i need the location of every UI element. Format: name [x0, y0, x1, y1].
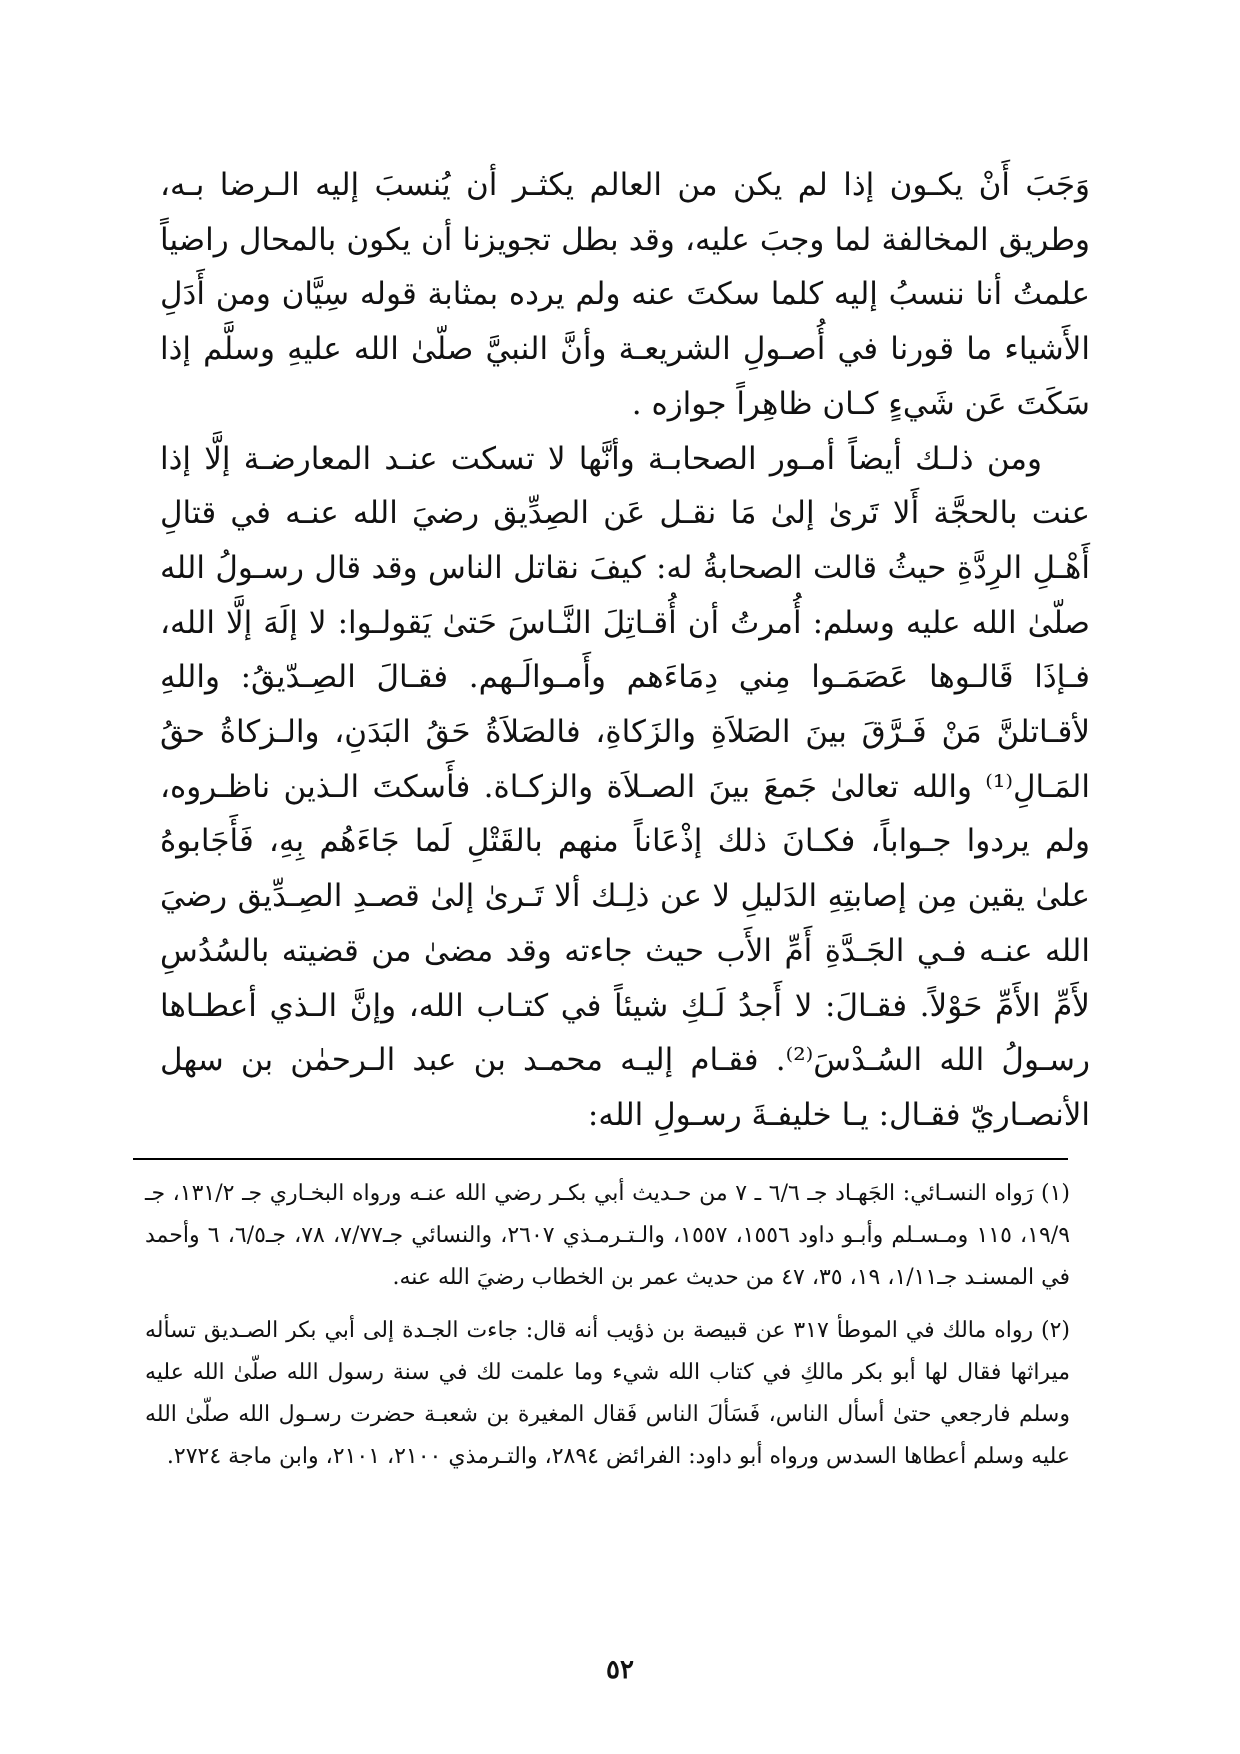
body-text — [160, 158, 1090, 1143]
footnotes — [145, 1173, 1070, 1489]
footnote-divider — [133, 1158, 1068, 1160]
footnote: (١) رَواه النسـائي: الجَهـاد جـ ٦/٦ ـ ٧ من حـديث أبي بكـر رضي الله عنـه ورواه البخـاري جـ ١٣١/٢، جـ ١٩/٩، ١١٥ ومـسـلم وأبـو داود ١٥٥٦، ١٥٥٧، والـتـرمـذي ٢٦٠٧، والنسائي جـ٧/٧٧، ٧٨، جـ٦/٥، ٦ وأحمد في المسنـد جـ١/١١، ١٩، ٣٥، ٤٧ من حديث عمر بن الخطاب رضيَ الله عنه. — [145, 1181, 1071, 1290]
page-number: ٥٢ — [606, 1655, 634, 1685]
body-paragraph: ومن ذلـك أيضاً أمـور الصحابـة وأنَّها لا تسكت عنـد المعارضـة إلَّا إذا عنت بالحجَّة أَلا تَرىٰ إلىٰ مَا نقـل عَن الصِدِّيق رضيَ الله عنـه في قتالِ أَهْـلِ الرِدَّةِ حيثُ قالت الصحابةُ له: كيفَ نقاتل الناس وقد قال رسـولُ الله صلّىٰ الله عليه وسلم: أُمرتُ أن أُقـاتِلَ النَّـاسَ حَتىٰ يَقولـوا: لا إلَهَ إلَّا الله، فـإذَا قَالـوها عَصَمَـوا مِني دِمَاءَهم وأَمـوالَـهم. فقـالَ الصِـدّيقُ: واللهِ لأقـاتلنَّ مَنْ فَـرَّقَ بينَ الصَلاَةِ والزَكاةِ، فالصَلاَةُ حَقُ البَدَنِ، والـزكاةُ حقُ المَـالِ⁽¹⁾ والله تعالىٰ جَمعَ بينَ الصـلاَة والزكـاة. فأَسكتَ الـذين ناظـروه، ولم يردوا جـواباً، فكـانَ ذلك إذْعَاناً منهم بالقَتْلِ لَما جَاءَهُم بِهِ، فَأَجَابوهُ علىٰ يقين مِن إصابتِهِ الدَليلِ لا عن ذلِـك ألا تَـرىٰ إلىٰ قصـدِ الصِـدِّيق رضيَ الله عنـه فـي الجَـدَّةِ أَمِّ الأَب حيث جاءته وقد مضىٰ من قضيته بالسُدُسِ لأَمِّ الأَمِّ حَوْلاً. فقـالَ: لا أَجدُ لَـكِ شيئاً في كتـاب الله، وإنَّ الـذي أعطـاها رسـولُ الله السُـدْسَ⁽²⁾. فقـام إليـه محمـد بن عبد الـرحمٰن بن سهل الأنصـاريّ فقـال: يـا خليفـةَ رسـولِ الله: — [160, 440, 1090, 1133]
footnote: (٢) رواه مالك في الموطأ ٣١٧ عن قبيصة بن ذؤيب أنه قال: جاءت الجـدة إلى أبي بكر الصـديق تسأله ميراثها فقال لها أبو بكر مالكِ في كتاب الله شيء وما علمت لك في سنة رسول الله صلّىٰ الله عليه وسلم فارجعي حتىٰ أسأل الناس، فَسَألَ الناس فَقال المغيرة بن شعبـة حضرت رسـول الله صلّىٰ الله عليه وسلم أعطاها السدس ورواه أبو داود: الفرائض ٢٨٩٤، والتـرمذي ٢١٠٠، ٢١٠١، وابن ماجة ٢٧٢٤. — [145, 1318, 1071, 1469]
body-paragraph: وَجَبَ أَنْ يكـون إذا لم يكن من العالم يكثـر أن يُنسبَ إليه الـرضا بـه، وطريق المخالفة لما وجبَ عليه، وقد بطل تجويزنا أن يكون بالمحال راضياً علمتُ أنا ننسبُ إليه كلما سكتَ عنه ولم يرده بمثابة قوله سِيَّان ومن أَدَلِ الأَشياء ما قورنا في أُصـولِ الشريعـة وأنَّ النبيَّ صلّىٰ الله عليهِ وسلَّم إذا سَكَتَ عَن شَيءٍ كـان ظاهِراً جوازه . — [160, 167, 1090, 422]
